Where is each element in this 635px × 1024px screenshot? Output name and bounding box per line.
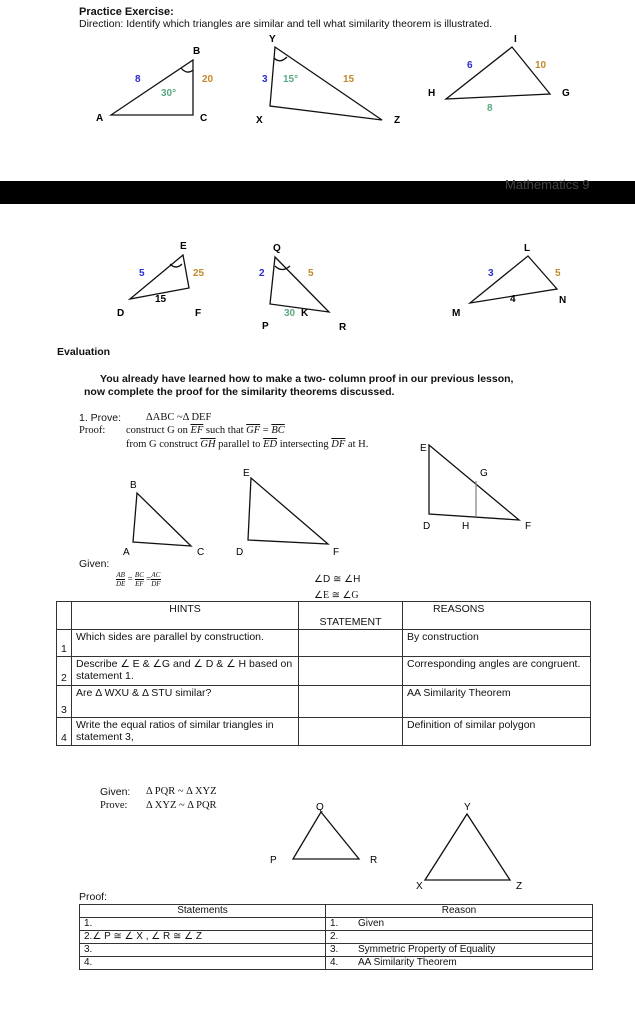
vertex-label: C [200,113,208,124]
triangle-pqr [270,257,329,312]
practice-title: Practice Exercise: [79,6,174,18]
part2-given-label: Given: [100,786,131,798]
reason-cell[interactable]: Given [354,918,593,931]
vertex-label: Q [316,802,324,813]
side-length: 5 [308,268,314,279]
side-length: 20 [202,74,214,85]
vertex-label: D [423,521,431,532]
header-hints: HINTS [72,602,299,630]
evaluation-intro-1: You already have learned how to make a two- column proof in our previous lesson, [100,373,514,385]
reason-cell[interactable] [354,931,593,944]
evaluation-intro-2: now complete the proof for the similarity theorems discussed. [84,386,395,398]
vertex-label: Y [269,34,276,45]
part2-proof-table [79,904,593,970]
table-row [80,944,593,957]
prove-value: ΔABC ~Δ DEF [146,412,212,423]
band-text: Mathematics 9 [505,177,590,192]
header-reason: Reason [326,905,593,918]
statement-cell[interactable] [299,630,403,657]
vertex-label: F [525,521,532,532]
side-length: 15 [155,294,167,305]
triangle-pqr-2 [293,812,359,859]
vertex-label: F [195,308,202,319]
table-row [80,931,593,944]
vertex-label: Q [273,243,281,254]
hint-cell: Which sides are parallel by construction. [72,630,299,657]
vertex-label: D [117,308,125,319]
row-number: 1 [57,630,72,657]
reason-cell: Definition of similar polygon [403,718,591,746]
reason-cell[interactable]: Symmetric Property of Equality [354,944,593,957]
part2-prove-value: Δ XYZ ~ Δ PQR [146,800,217,811]
proof-table [56,601,591,746]
vertex-label: M [452,308,461,319]
given-angle-1: ∠D ≅ ∠H [314,574,361,585]
header-statement: STATEMENT [299,602,403,630]
reason-cell: Corresponding angles are congruent. [403,657,591,686]
angle-mark [274,57,287,61]
angle-mark [275,266,290,270]
given-label: Given: [79,558,110,570]
hint-cell: Write the equal ratios of similar triangles in statement 3, [72,718,299,746]
vertex-label: B [193,46,201,57]
angle-measure: 30 [284,308,296,319]
vertex-label: F [333,547,340,558]
side-length: 4 [510,294,516,305]
vertex-label: E [180,241,187,252]
vertex-label: B [130,480,137,491]
vertex-label: G [480,468,488,479]
vertex-label: A [96,113,104,124]
table-row [57,657,591,686]
given-ratios: $\frac{AB}{DE}$ = $\frac{BC}{EF}$ = $\frac{AC}{DF}$ [116,571,161,588]
vertex-label: Y [464,802,471,813]
statement-cell[interactable] [299,657,403,686]
vertex-label: R [370,855,378,866]
vertex-label: A [123,547,130,558]
angle-mark [181,68,193,72]
side-length: 5 [555,268,561,279]
table-row [57,686,591,718]
vertex-label: G [562,88,570,99]
vertex-label: Z [394,115,401,126]
side-length: 5 [139,268,145,279]
vertex-label: Z [516,881,523,892]
side-length: 6 [467,60,473,71]
triangle-def-proof [248,478,328,544]
triangle-abc-proof [133,493,191,546]
side-length: 2 [259,268,265,279]
statement-cell[interactable] [299,686,403,718]
triangle-abc [111,60,193,115]
vertex-label: L [524,243,531,254]
row-number: 2 [57,657,72,686]
statement-cell[interactable] [299,718,403,746]
side-length: 8 [135,74,141,85]
side-length: 25 [193,268,205,279]
statement-cell[interactable]: 4. [80,957,326,970]
hint-cell: Are Δ WXU & Δ STU similar? [72,686,299,718]
reason-cell: By construction [403,630,591,657]
statement-cell[interactable]: 2.∠ P ≅ ∠ X , ∠ R ≅ ∠ Z [80,931,326,944]
statement-cell[interactable]: 1. [80,918,326,931]
side-length: 15 [343,74,355,85]
triangle-def-construction [429,445,519,520]
side-length: 10 [535,60,547,71]
side-length: 3 [488,268,494,279]
row-number: 4 [57,718,72,746]
vertex-label: I [514,34,517,45]
side-length: 3 [262,74,268,85]
table-row [57,630,591,657]
given-angle-2: ∠E ≅ ∠G [314,590,359,601]
vertex-label: E [243,468,250,479]
statement-cell[interactable]: 3. [80,944,326,957]
vertex-label: D [236,547,244,558]
row-number: 3 [57,686,72,718]
part2-given-value: Δ PQR ~ Δ XYZ [146,786,217,797]
side-length: 8 [487,103,493,114]
reason-cell[interactable]: AA Similarity Theorem [354,957,593,970]
vertex-label: E [420,443,427,454]
vertex-label: P [262,321,269,332]
vertex-label: X [416,881,423,892]
part2-prove-label: Prove: [100,800,128,811]
vertex-label: X [256,115,263,126]
vertex-label: N [559,295,567,306]
reason-cell: AA Similarity Theorem [403,686,591,718]
table-row [57,718,591,746]
vertex-label: P [270,855,277,866]
vertex-label: C [197,547,205,558]
vertex-label: H [462,521,470,532]
screen-band [0,177,635,204]
vertex-label: R [339,322,347,333]
hint-cell: Describe ∠ E & ∠G and ∠ D & ∠ H based on statement 1. [72,657,299,686]
proof-line-2: from G construct $\overline{GH}$ parallel to $\overline{ED}$ intersecting $\overline{DF}$ at H. [126,439,369,450]
reason-number: 2. [326,931,355,944]
reason-number: 3. [326,944,355,957]
angle-measure: 30° [161,88,177,99]
prove-label: 1. Prove: [79,412,122,424]
reason-number: 1. [326,918,355,931]
header-statements: Statements [80,905,326,918]
proof-line-1: construct G on $\overline{EF}$ such that $\overline{GF} = \overline{BC}$ [126,425,285,436]
reason-number: 4. [326,957,355,970]
header-reasons: REASONS [403,602,591,630]
proof-label: Proof: [79,425,106,436]
table-row [80,918,593,931]
triangle-hig [446,47,550,99]
vertex-label: H [428,88,436,99]
angle-measure: 15° [283,74,299,85]
evaluation-title: Evaluation [57,346,111,358]
practice-direction: Direction: Identify which triangles are similar and tell what similarity theorem is illustrated. [79,18,493,30]
table-row [80,957,593,970]
point-label: K [301,308,309,319]
part2-proof-label: Proof: [79,891,108,903]
triangle-xyz-2 [425,814,510,880]
